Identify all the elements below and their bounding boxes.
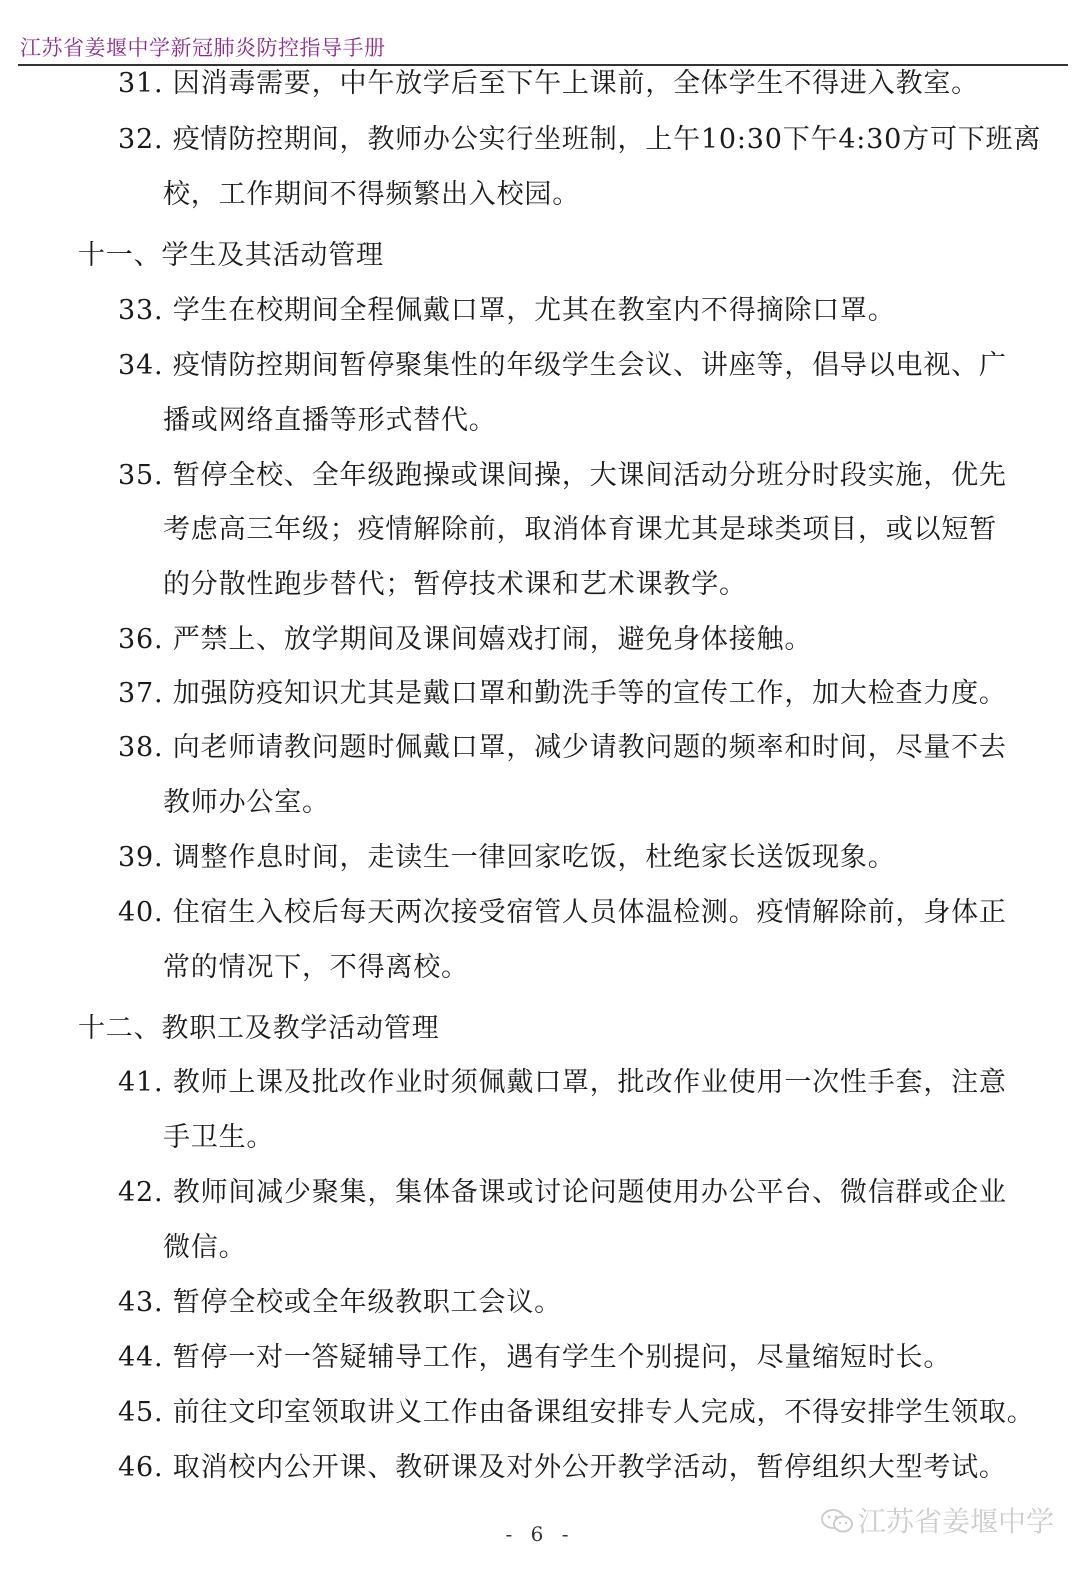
list-item-31: 31. 因消毒需要，中午放学后至下午上课前，全体学生不得进入教室。 [118, 68, 979, 99]
list-item-38-cont: 教师办公室。 [163, 787, 330, 818]
list-item-34-cont: 播或网络直播等形式替代。 [163, 405, 497, 436]
list-item-45: 45. 前往文印室领取讲义工作由备课组安排专人完成，不得安排学生领取。 [118, 1397, 1035, 1428]
list-item-34: 34. 疫情防控期间暂停聚集性的年级学生会议、讲座等，倡导以电视、广 [118, 350, 1007, 381]
list-item-32: 32. 疫情防控期间，教师办公实行坐班制，上午10:30下午4:30方可下班离 [118, 124, 1042, 155]
list-item-39: 39. 调整作息时间，走读生一律回家吃饭，杜绝家长送饭现象。 [118, 842, 896, 873]
list-item-36: 36. 严禁上、放学期间及课间嬉戏打闹，避免身体接触。 [118, 624, 813, 655]
header-title: 江苏省姜堰中学新冠肺炎防控指导手册 [20, 36, 386, 60]
section-heading-12: 十二、教职工及教学活动管理 [78, 1013, 440, 1044]
list-item-42: 42. 教师间减少聚集，集体备课或讨论问题使用办公平台、微信群或企业 [118, 1177, 1007, 1208]
list-item-33: 33. 学生在校期间全程佩戴口罩，尤其在教室内不得摘除口罩。 [118, 295, 896, 326]
list-item-38: 38. 向老师请教问题时佩戴口罩，减少请教问题的频率和时间，尽量不去 [118, 732, 1007, 763]
list-item-41-cont: 手卫生。 [163, 1122, 275, 1153]
list-item-35-cont1: 考虑高三年级；疫情解除前，取消体育课尤其是球类项目，或以短暂 [163, 514, 997, 545]
page-number: - 6 - [505, 1522, 575, 1546]
list-item-44: 44. 暂停一对一答疑辅导工作，遇有学生个别提问，尽量缩短时长。 [118, 1342, 952, 1373]
list-item-43: 43. 暂停全校或全年级教职工会议。 [118, 1287, 562, 1318]
watermark-text: 江苏省姜堰中学 [858, 1505, 1055, 1538]
list-item-42-cont: 微信。 [163, 1232, 247, 1263]
list-item-40: 40. 住宿生入校后每天两次接受宿管人员体温检测。疫情解除前，身体正 [118, 897, 1007, 928]
list-item-37: 37. 加强防疫知识尤其是戴口罩和勤洗手等的宣传工作，加大检查力度。 [118, 678, 1007, 709]
list-item-35-cont2: 的分散性跑步替代；暂停技术课和艺术课教学。 [163, 569, 747, 600]
list-item-40-cont: 常的情况下，不得离校。 [163, 952, 469, 983]
list-item-41: 41. 教师上课及批改作业时须佩戴口罩，批改作业使用一次性手套，注意 [118, 1067, 1007, 1098]
list-item-46: 46. 取消校内公开课、教研课及对外公开教学活动，暂停组织大型考试。 [118, 1452, 1007, 1483]
list-item-35: 35. 暂停全校、全年级跑操或课间操，大课间活动分班分时段实施，优先 [118, 460, 1007, 491]
section-heading-11: 十一、学生及其活动管理 [78, 240, 384, 271]
list-item-32-cont: 校，工作期间不得频繁出入校园。 [163, 179, 580, 210]
